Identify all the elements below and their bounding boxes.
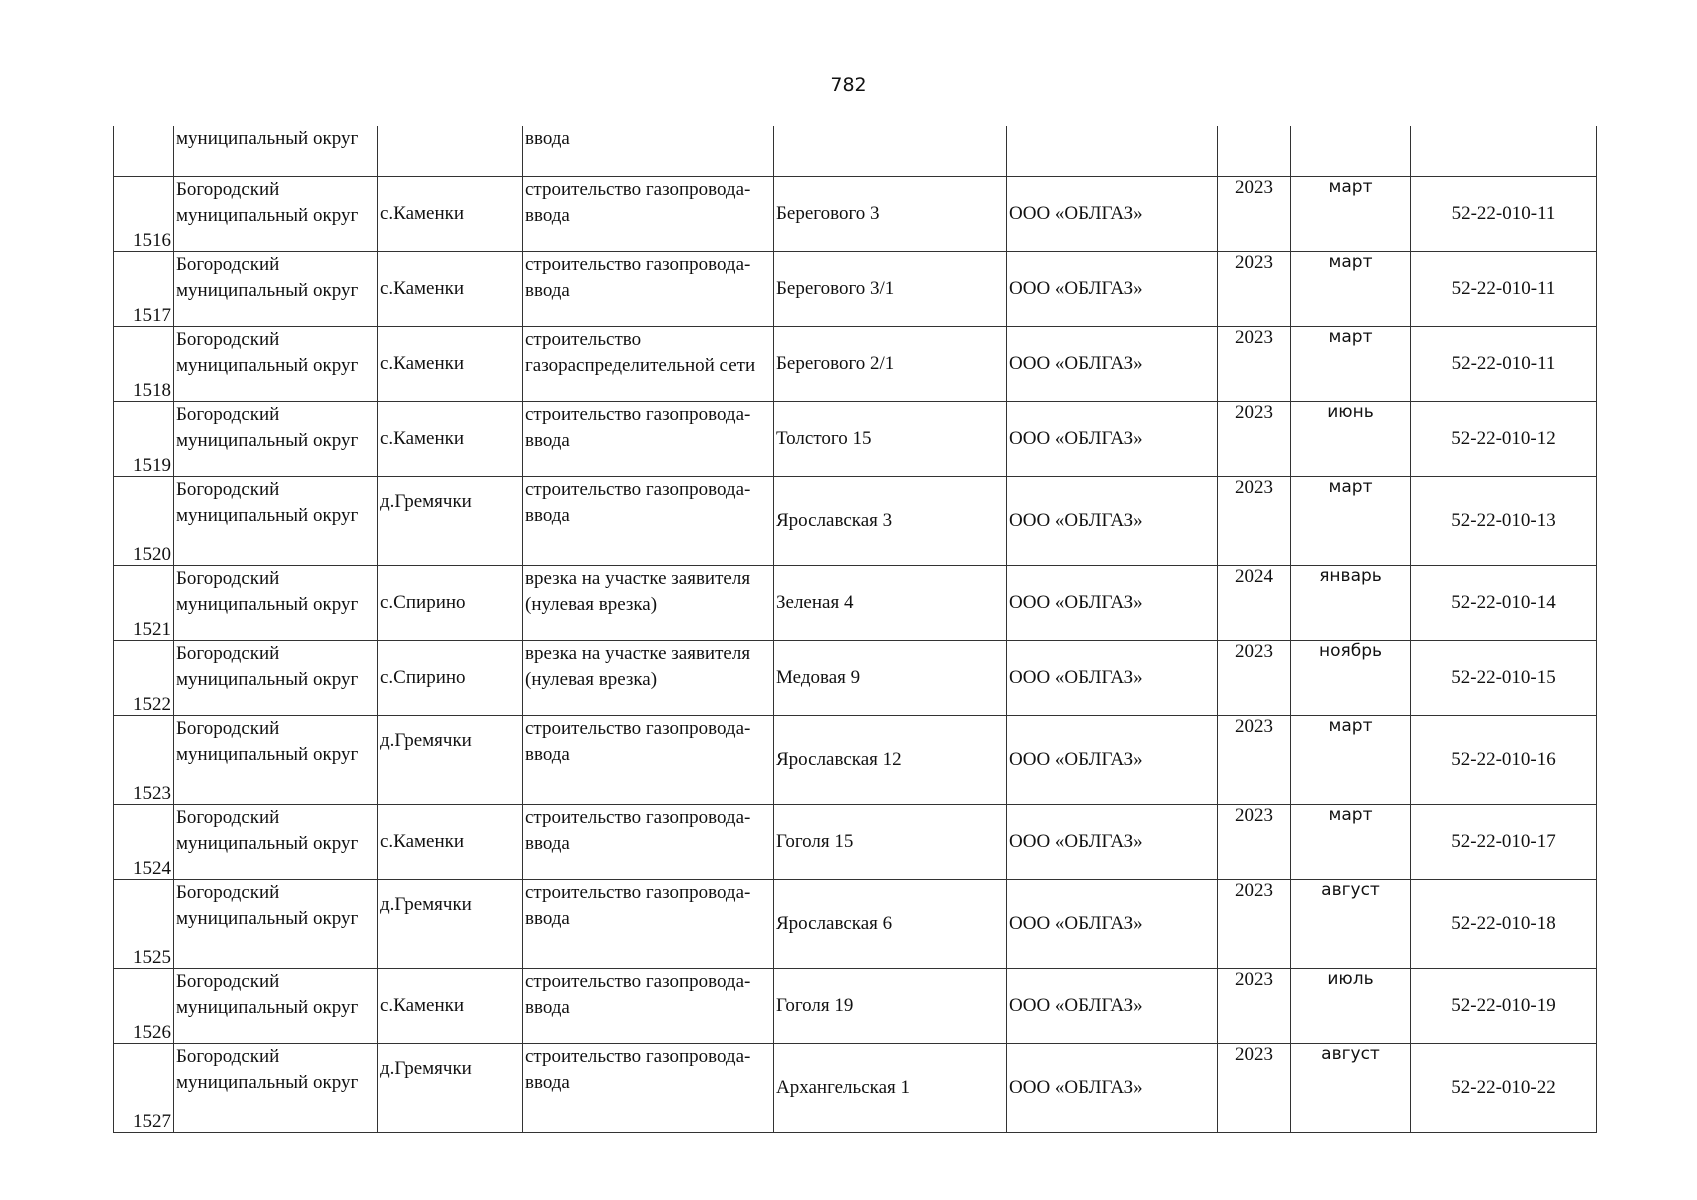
cell-district — [174, 805, 378, 880]
cell-address: Гоголя 15 — [774, 805, 1007, 880]
table-row — [114, 880, 1597, 969]
cell-month: июль — [1291, 969, 1411, 1044]
work-line-2: ввода — [525, 280, 570, 301]
work-line-1: строительство газопровода- — [525, 971, 751, 992]
cell-num: 1520 — [114, 477, 174, 566]
work-line-2: ввода — [525, 744, 570, 765]
work-line-2: (нулевая врезка) — [525, 594, 658, 615]
cell-org: ООО «ОБЛГАЗ» — [1007, 477, 1218, 566]
cell-month: август — [1291, 1044, 1411, 1133]
cell-work — [523, 402, 774, 477]
district-line-1: Богородский — [176, 971, 280, 992]
district-line-2: муниципальный округ — [176, 997, 359, 1018]
district-line-1: Богородский — [176, 479, 280, 500]
cell-locality: с.Спирино — [378, 641, 523, 716]
cell-district — [174, 327, 378, 402]
cell-code: 52-22-010-14 — [1411, 566, 1597, 641]
cell-code: 52-22-010-22 — [1411, 1044, 1597, 1133]
work-line-1: строительство газопровода- — [525, 479, 751, 500]
cell-work — [523, 477, 774, 566]
district-line-1: Богородский — [176, 643, 280, 664]
cell-year: 2023 — [1218, 1044, 1291, 1133]
cell-num: 1527 — [114, 1044, 174, 1133]
cell-year: 2023 — [1218, 805, 1291, 880]
cell-year: 2023 — [1218, 177, 1291, 252]
table-row — [114, 327, 1597, 402]
cell-org: ООО «ОБЛГАЗ» — [1007, 566, 1218, 641]
cell-month: июнь — [1291, 402, 1411, 477]
cell-month: март — [1291, 327, 1411, 402]
table-row — [114, 477, 1597, 566]
cell-locality: д.Гремячки — [378, 477, 523, 566]
cell-work — [523, 1044, 774, 1133]
district-line-1: Богородский — [176, 718, 280, 739]
district-line-2: муниципальный округ — [176, 669, 359, 690]
cell-org: ООО «ОБЛГАЗ» — [1007, 252, 1218, 327]
cell-work — [523, 327, 774, 402]
cell-num: 1519 — [114, 402, 174, 477]
cell-work — [523, 252, 774, 327]
cell-work — [523, 805, 774, 880]
cell-district: муниципальный округ — [174, 126, 378, 177]
cell-year: 2023 — [1218, 641, 1291, 716]
cell-work — [523, 177, 774, 252]
cell-work — [523, 880, 774, 969]
cell-month: март — [1291, 177, 1411, 252]
cell-district — [174, 969, 378, 1044]
cell-num: 1516 — [114, 177, 174, 252]
cell-month: ноябрь — [1291, 641, 1411, 716]
district-line-2: муниципальный округ — [176, 430, 359, 451]
cell-code: 52-22-010-11 — [1411, 252, 1597, 327]
work-line-1: строительство газопровода- — [525, 254, 751, 275]
work-line-1: врезка на участке заявителя — [525, 568, 751, 589]
district-line-1: Богородский — [176, 568, 280, 589]
cell-district — [174, 880, 378, 969]
work-line-2: газораспределительной сети — [525, 355, 756, 376]
district-line-2: муниципальный округ — [176, 205, 359, 226]
cell-year — [1218, 126, 1291, 177]
cell-code: 52-22-010-12 — [1411, 402, 1597, 477]
table-body — [114, 126, 1597, 1133]
work-line-2: ввода — [525, 833, 570, 854]
cell-num: 1518 — [114, 327, 174, 402]
cell-year: 2023 — [1218, 716, 1291, 805]
cell-org: ООО «ОБЛГАЗ» — [1007, 402, 1218, 477]
work-line-1: строительство газопровода- — [525, 807, 751, 828]
cell-year: 2023 — [1218, 327, 1291, 402]
cell-month — [1291, 126, 1411, 177]
district-line-2: муниципальный округ — [176, 744, 359, 765]
cell-work — [523, 969, 774, 1044]
district-line-1: Богородский — [176, 404, 280, 425]
cell-address: Ярославская 6 — [774, 880, 1007, 969]
cell-org: ООО «ОБЛГАЗ» — [1007, 716, 1218, 805]
cell-address: Берегового 2/1 — [774, 327, 1007, 402]
cell-address: Ярославская 12 — [774, 716, 1007, 805]
cell-district — [174, 402, 378, 477]
work-line-2: ввода — [525, 908, 570, 929]
cell-year: 2024 — [1218, 566, 1291, 641]
work-line-2: ввода — [525, 430, 570, 451]
cell-num: 1525 — [114, 880, 174, 969]
cell-district — [174, 641, 378, 716]
cell-code: 52-22-010-15 — [1411, 641, 1597, 716]
cell-address: Архангельская 1 — [774, 1044, 1007, 1133]
district-line-1: Богородский — [176, 179, 280, 200]
cell-year: 2023 — [1218, 969, 1291, 1044]
table-row — [114, 566, 1597, 641]
cell-district — [174, 716, 378, 805]
cell-code: 52-22-010-18 — [1411, 880, 1597, 969]
work-line-1: врезка на участке заявителя — [525, 643, 751, 664]
cell-locality: с.Каменки — [378, 402, 523, 477]
cell-code: 52-22-010-13 — [1411, 477, 1597, 566]
work-line-2: ввода — [525, 997, 570, 1018]
cell-address: Гоголя 19 — [774, 969, 1007, 1044]
district-line-2: муниципальный округ — [176, 594, 359, 615]
cell-month: март — [1291, 716, 1411, 805]
cell-month: август — [1291, 880, 1411, 969]
cell-org: ООО «ОБЛГАЗ» — [1007, 641, 1218, 716]
table-row — [114, 641, 1597, 716]
district-line-1: Богородский — [176, 1046, 280, 1067]
cell-org: ООО «ОБЛГАЗ» — [1007, 177, 1218, 252]
cell-address: Медовая 9 — [774, 641, 1007, 716]
table-row — [114, 805, 1597, 880]
continuation-row — [114, 126, 1597, 177]
table-row — [114, 177, 1597, 252]
cell-locality: с.Каменки — [378, 805, 523, 880]
cell-work: ввода — [523, 126, 774, 177]
table-row — [114, 402, 1597, 477]
gasification-table — [113, 126, 1597, 1133]
cell-month: январь — [1291, 566, 1411, 641]
cell-district — [174, 252, 378, 327]
cell-locality: с.Каменки — [378, 177, 523, 252]
work-line-1: строительство газопровода- — [525, 404, 751, 425]
district-line-2: муниципальный округ — [176, 355, 359, 376]
cell-num: 1517 — [114, 252, 174, 327]
work-line-2: ввода — [525, 205, 570, 226]
cell-district — [174, 566, 378, 641]
cell-locality: с.Каменки — [378, 969, 523, 1044]
cell-address — [774, 126, 1007, 177]
cell-work — [523, 566, 774, 641]
work-line-1: строительство газопровода- — [525, 718, 751, 739]
cell-code: 52-22-010-16 — [1411, 716, 1597, 805]
cell-code — [1411, 126, 1597, 177]
work-line-1: строительство — [525, 329, 642, 350]
cell-year: 2023 — [1218, 252, 1291, 327]
work-line-1: строительство газопровода- — [525, 882, 751, 903]
cell-locality: с.Каменки — [378, 252, 523, 327]
cell-code: 52-22-010-11 — [1411, 177, 1597, 252]
cell-locality: с.Спирино — [378, 566, 523, 641]
cell-org — [1007, 126, 1218, 177]
cell-num: 1526 — [114, 969, 174, 1044]
district-line-1: Богородский — [176, 807, 280, 828]
work-line-1: строительство газопровода- — [525, 179, 751, 200]
district-line-1: Богородский — [176, 329, 280, 350]
cell-address: Зеленая 4 — [774, 566, 1007, 641]
cell-org: ООО «ОБЛГАЗ» — [1007, 327, 1218, 402]
cell-org: ООО «ОБЛГАЗ» — [1007, 880, 1218, 969]
cell-address: Берегового 3/1 — [774, 252, 1007, 327]
work-line-2: ввода — [525, 1072, 570, 1093]
page-number: 782 — [830, 74, 867, 96]
cell-year: 2023 — [1218, 477, 1291, 566]
table-row — [114, 716, 1597, 805]
district-line-2: муниципальный округ — [176, 280, 359, 301]
cell-code: 52-22-010-11 — [1411, 327, 1597, 402]
cell-locality — [378, 126, 523, 177]
cell-work — [523, 716, 774, 805]
cell-district — [174, 177, 378, 252]
cell-locality: д.Гремячки — [378, 880, 523, 969]
cell-num: 1523 — [114, 716, 174, 805]
cell-num: 1522 — [114, 641, 174, 716]
cell-district — [174, 477, 378, 566]
cell-num: 1521 — [114, 566, 174, 641]
table-row — [114, 252, 1597, 327]
district-line-1: Богородский — [176, 254, 280, 275]
district-line-2: муниципальный округ — [176, 1072, 359, 1093]
cell-month: март — [1291, 252, 1411, 327]
cell-work — [523, 641, 774, 716]
cell-num — [114, 126, 174, 177]
cell-address: Ярославская 3 — [774, 477, 1007, 566]
cell-org: ООО «ОБЛГАЗ» — [1007, 1044, 1218, 1133]
cell-num: 1524 — [114, 805, 174, 880]
cell-code: 52-22-010-19 — [1411, 969, 1597, 1044]
cell-month: март — [1291, 805, 1411, 880]
table-row — [114, 1044, 1597, 1133]
cell-address: Берегового 3 — [774, 177, 1007, 252]
work-line-2: ввода — [525, 505, 570, 526]
cell-address: Толстого 15 — [774, 402, 1007, 477]
district-line-2: муниципальный округ — [176, 833, 359, 854]
district-line-1: Богородский — [176, 882, 280, 903]
cell-month: март — [1291, 477, 1411, 566]
work-line-1: строительство газопровода- — [525, 1046, 751, 1067]
cell-code: 52-22-010-17 — [1411, 805, 1597, 880]
cell-locality: с.Каменки — [378, 327, 523, 402]
cell-district — [174, 1044, 378, 1133]
cell-org: ООО «ОБЛГАЗ» — [1007, 805, 1218, 880]
cell-locality: д.Гремячки — [378, 1044, 523, 1133]
cell-locality: д.Гремячки — [378, 716, 523, 805]
table-row — [114, 969, 1597, 1044]
cell-year: 2023 — [1218, 402, 1291, 477]
cell-year: 2023 — [1218, 880, 1291, 969]
work-line-2: (нулевая врезка) — [525, 669, 658, 690]
cell-org: ООО «ОБЛГАЗ» — [1007, 969, 1218, 1044]
district-line-2: муниципальный округ — [176, 908, 359, 929]
district-line-2: муниципальный округ — [176, 505, 359, 526]
